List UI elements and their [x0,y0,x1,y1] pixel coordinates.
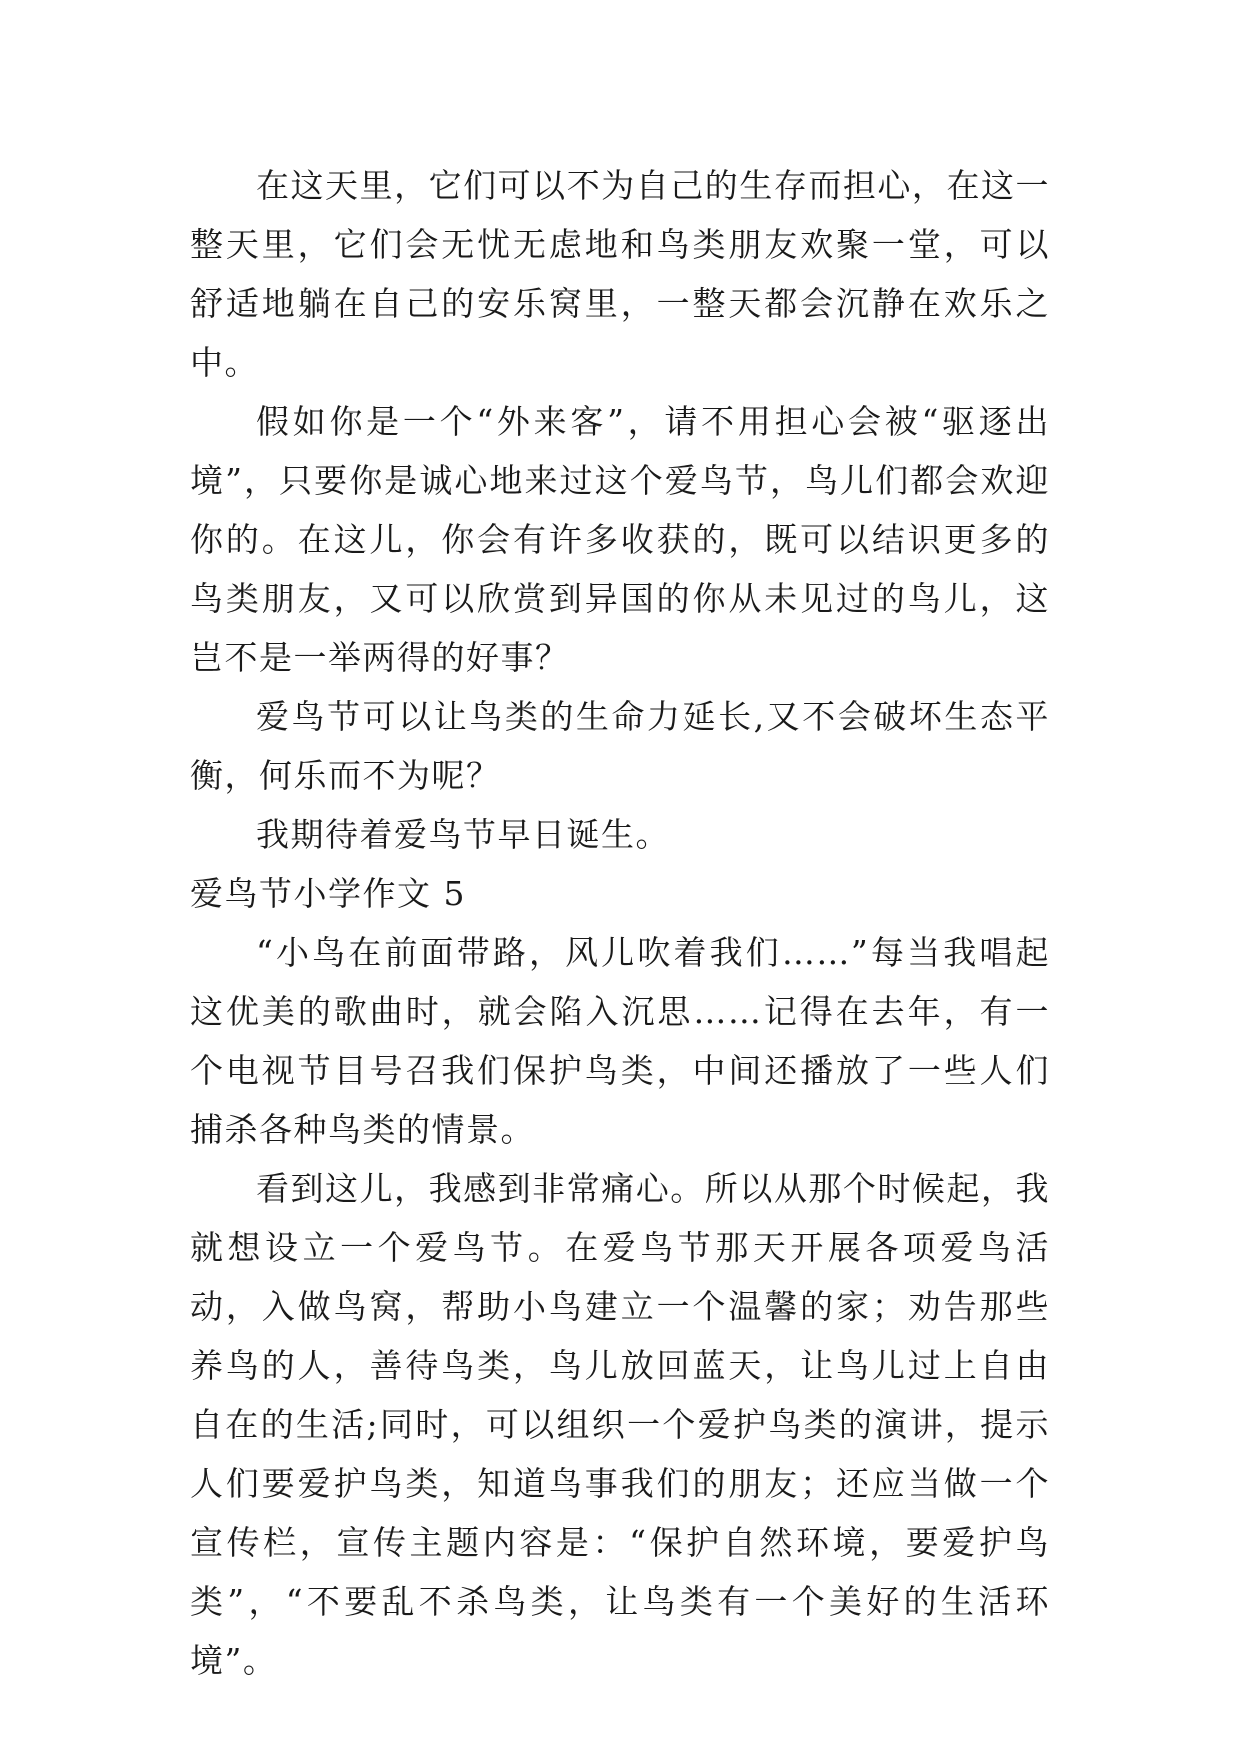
essay-heading: 爱鸟节小学作文 5 [190,874,466,913]
document-body [190,156,1050,1690]
paragraph: 我期待着爱鸟节早日诞生。 [256,815,670,854]
paragraph: “小鸟在前面带路，风儿吹着我们……”每当我唱起这优美的歌曲时，就会陷入沉思……记得在去年，有一个电视节目号召我们保护鸟类，中间还播放了一些人们捕杀各种鸟类的情景。 [190,933,1050,1149]
paragraph: 在这天里，它们可以不为自己的生存而担心，在这一整天里，它们会无忧无虑地和鸟类朋友欢聚一堂，可以舒适地躺在自己的安乐窝里，一整天都会沉静在欢乐之中。 [190,166,1050,382]
paragraph: 爱鸟节可以让鸟类的生命力延长,又不会破坏生态平衡，何乐而不为呢？ [190,697,1050,795]
paragraph: 看到这儿，我感到非常痛心。所以从那个时候起，我就想设立一个爱鸟节。在爱鸟节那天开展各项爱鸟活动，入做鸟窝，帮助小鸟建立一个温馨的家；劝告那些养鸟的人，善待鸟类，鸟儿放回蓝天，让鸟儿过上自由自在的生活;同时，可以组织一个爱护鸟类的演讲，提示人们要爱护鸟类，知道鸟事我们的朋友；还应当做一个宣传栏，宣传主题内容是：“保护自然环境，要爱护鸟类”，“不要乱不杀鸟类，让鸟类有一个美好的生活环境”。 [190,1169,1050,1680]
paragraph: 假如你是一个“外来客”，请不用担心会被“驱逐出境”，只要你是诚心地来过这个爱鸟节，鸟儿们都会欢迎你的。在这儿，你会有许多收获的，既可以结识更多的鸟类朋友，又可以欣赏到异国的你从未见过的鸟儿，这岂不是一举两得的好事？ [190,402,1050,677]
